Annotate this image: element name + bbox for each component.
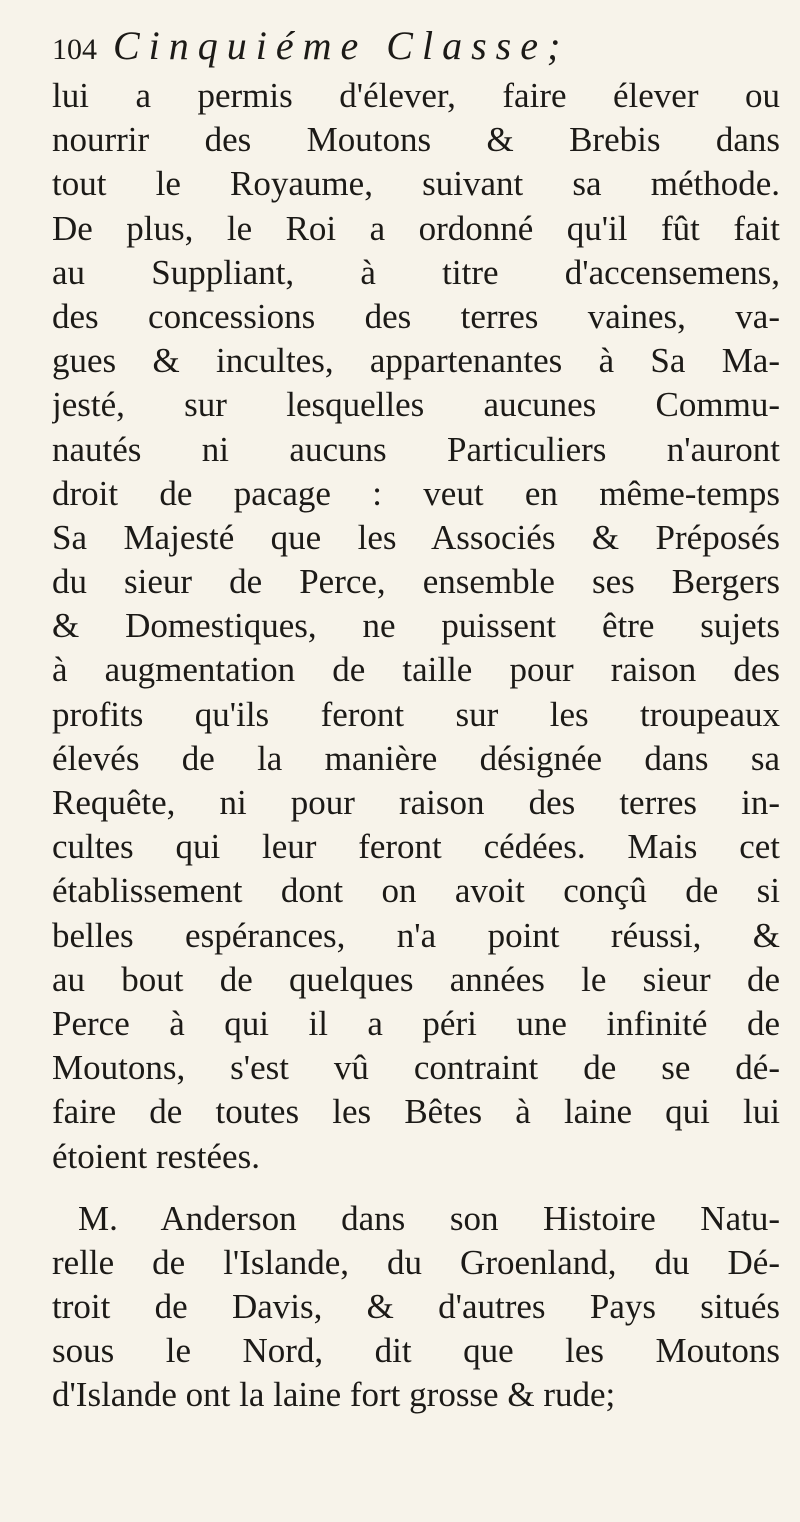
text-line: belles espérances, n'a point réussi, & xyxy=(52,915,780,955)
text-line: Sa Majesté que les Associés & Préposés xyxy=(52,517,780,557)
running-title: Cinquiéme Classe; xyxy=(113,23,570,68)
text-line: M. Anderson dans son Histoire Natu- xyxy=(78,1198,780,1238)
text-line: Moutons, s'est vû contraint de se dé- xyxy=(52,1048,780,1088)
page-header xyxy=(52,22,780,74)
text-line: du sieur de Perce, ensemble ses Bergers xyxy=(52,562,780,602)
paragraph-1 xyxy=(52,74,780,1179)
text-line: droit de pacage : veut en même-temps xyxy=(52,473,780,513)
text-line: Requête, ni pour raison des terres in- xyxy=(52,783,780,822)
text-line: faire de toutes les Bêtes à laine qui lui xyxy=(52,1092,780,1132)
text-line: nourrir des Moutons & Brebis dans xyxy=(52,120,780,160)
text-line: jesté, sur lesquelles aucunes Commu- xyxy=(52,385,780,425)
text-line: & Domestiques, ne puissent être sujets xyxy=(52,606,780,646)
text-line: d'Islande ont la laine fort grosse & rude; xyxy=(52,1375,616,1415)
text-line: au Suppliant, à titre d'accensemens, xyxy=(52,252,780,292)
text-line: à augmentation de taille pour raison des xyxy=(52,650,780,690)
text-line: des concessions des terres vaines, va- xyxy=(52,296,780,336)
paragraph-gap xyxy=(52,1179,780,1197)
text-line: lui a permis d'élever, faire élever ou xyxy=(52,76,780,115)
text-line: au bout de quelques années le sieur de xyxy=(52,959,780,999)
text-line: nautés ni aucuns Particuliers n'auront xyxy=(52,429,780,469)
text-line: troit de Davis, & d'autres Pays situés xyxy=(52,1287,780,1327)
text-line: sous le Nord, dit que les Moutons xyxy=(52,1331,780,1371)
text-line: tout le Royaume, suivant sa méthode. xyxy=(52,164,780,204)
text-line: étoient restées. xyxy=(52,1136,260,1176)
text-line: établissement dont on avoit conçû de si xyxy=(52,871,780,911)
paragraph-2 xyxy=(52,1197,780,1418)
text-line: élevés de la manière désignée dans sa xyxy=(52,738,780,778)
page-number: 104 xyxy=(52,33,97,66)
text-line: De plus, le Roi a ordonné qu'il fût fait xyxy=(52,208,780,248)
text-line: cultes qui leur feront cédées. Mais cet xyxy=(52,827,780,867)
text-line: profits qu'ils feront sur les troupeaux xyxy=(52,694,780,734)
text-line: Perce à qui il a péri une infinité de xyxy=(52,1003,780,1043)
text-line: relle de l'Islande, du Groenland, du Dé- xyxy=(52,1242,780,1282)
text-line: gues & incultes, appartenantes à Sa Ma- xyxy=(52,341,780,381)
